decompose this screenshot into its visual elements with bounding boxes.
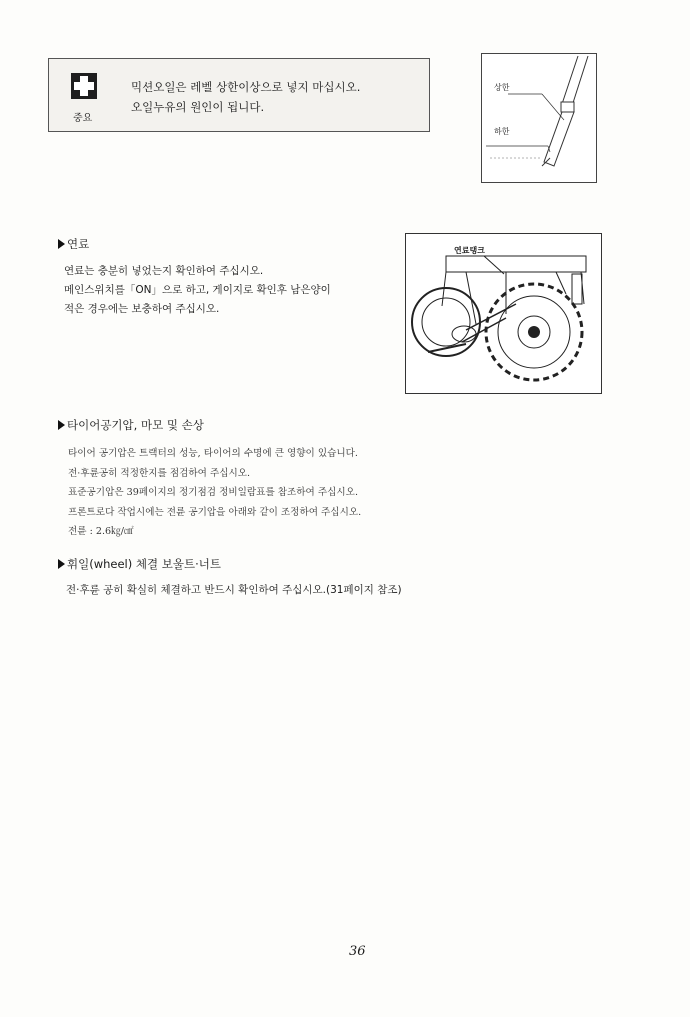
tire-heading-text: 타이어공기압, 마모 및 손상: [67, 418, 204, 432]
fuel-heading: [58, 236, 89, 252]
dipstick-illustration: [482, 54, 596, 182]
fuel-line-3: 적은 경우에는 보충하여 주십시오.: [64, 303, 220, 315]
fuel-line-2: 메인스위치를「ON」으로 하고, 게이지로 확인후 남은양이: [64, 284, 331, 296]
tire-line-5: 전륜 : 2.6㎏/㎠: [68, 526, 134, 537]
tire-heading: [58, 417, 204, 433]
tire-line-1: 타이어 공기압은 트랙터의 성능, 타이어의 수명에 큰 영향이 있습니다.: [68, 448, 358, 459]
dipstick-upper-label: 상한: [494, 83, 510, 92]
page-number: 36: [349, 944, 366, 959]
fuel-tank-figure: [405, 233, 602, 394]
fuel-text: [64, 262, 331, 319]
fuel-tank-label: 연료탱크: [454, 246, 485, 255]
notice-label: 중요: [73, 113, 93, 124]
wheel-text: 전·후륜 공히 확실히 체결하고 반드시 확인하여 주십시오.(31페이지 참조): [66, 584, 402, 596]
wheel-heading-text: 휘일(wheel) 체결 보울트·너트: [67, 557, 221, 571]
fuel-line-1: 연료는 충분히 넣었는지 확인하여 주십시오.: [64, 265, 264, 277]
bullet-triangle-icon: [58, 420, 65, 430]
tire-line-4: 프론트로다 작업시에는 전륜 공기압을 아래와 같이 조정하여 주십시오.: [68, 506, 362, 518]
dipstick-figure: [481, 53, 597, 183]
wheel-heading: [58, 556, 221, 572]
dipstick-lower-label: 하한: [494, 127, 510, 136]
tractor-wheel-illustration: [406, 234, 601, 393]
notice-line-2: 오일누유의 원인이 됩니다.: [131, 100, 265, 114]
notice-box: [48, 58, 430, 132]
tire-text: [68, 444, 361, 542]
bullet-triangle-icon: [58, 239, 65, 249]
first-aid-cross-icon: [71, 73, 97, 99]
tire-line-2: 전·후륜공히 적정한지를 점검하여 주십시오.: [68, 467, 251, 479]
bullet-triangle-icon: [58, 559, 65, 569]
fuel-heading-text: 연료: [67, 237, 90, 251]
tire-line-3: 표준공기압은 39페이지의 정기점검 정비일람표를 참조하여 주십시오.: [68, 487, 358, 498]
notice-line-1: 믹션오일은 레벨 상한이상으로 넣지 마십시오.: [131, 80, 361, 94]
